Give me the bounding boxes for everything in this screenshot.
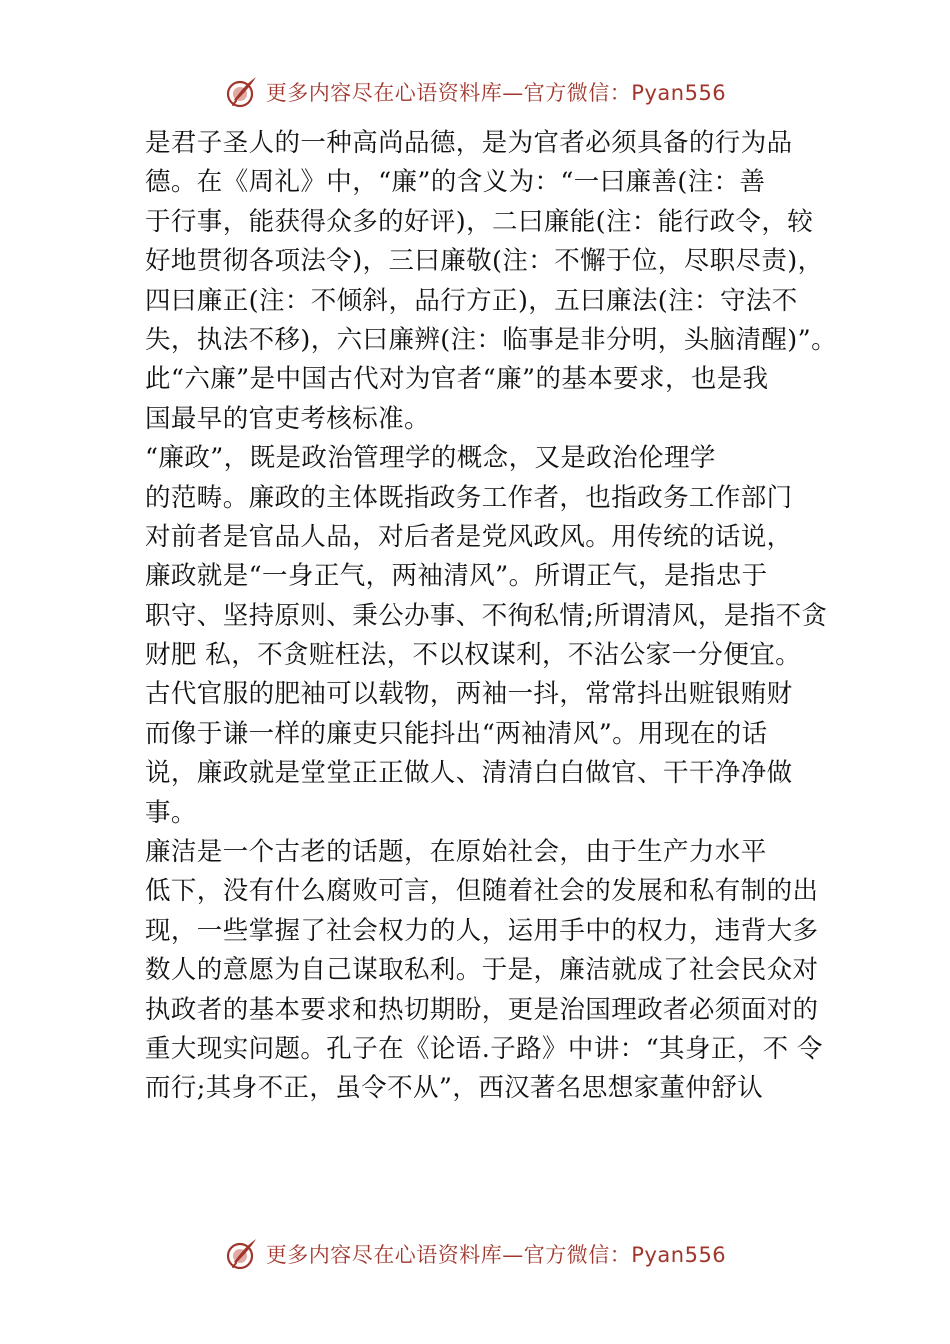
text-line: 现，一些掌握了社会权力的人，运用手中的权力，违背大多 [145,915,819,946]
text-line: 而行;其身不正，虽令不从”，西汉著名思想家董仲舒认 [145,1073,764,1104]
text-line: 事。 [145,797,197,828]
text-line: 的范畴。廉政的主体既指政务工作者，也指政务工作部门 [145,482,793,513]
quill-seal-logo-icon [224,74,260,110]
text-line: 重大现实问题。孔子在《论语.子路》中讲：“其身正，不 令 [145,1033,823,1064]
text-line: 古代官服的肥袖可以载物，两袖一抖，常常抖出赃银贿财 [145,679,793,710]
text-line: 财肥 私，不贪赃枉法，不以权谋利，不沾公家一分便宜。 [145,640,802,671]
footer-banner [0,1232,950,1276]
text-line: 执政者的基本要求和热切期盼，更是治国理政者必须面对的 [145,994,819,1025]
text-line: 廉政就是“一身正气，两袖清风”。所谓正气，是指忠于 [145,561,768,592]
text-line: 对前者是官品人品，对后者是党风政风。用传统的话说， [145,521,793,552]
header-banner-inner [224,74,726,110]
text-line: 国最早的官吏考核标准。 [145,403,430,434]
text-line: 廉洁是一个古老的话题，在原始社会，由于生产力水平 [145,837,767,868]
text-line: 职守、坚持原则、秉公办事、不徇私情;所谓清风，是指不贪 [145,600,828,631]
text-line: 好地贯彻各项法令)，三曰廉敬(注：不懈于位，尽职尽责)， [145,246,824,277]
text-line: 而像于谦一样的廉吏只能抖出“两袖清风”。用现在的话 [145,718,768,749]
footer-banner-inner [224,1236,726,1272]
text-line: 是君子圣人的一种高尚品德，是为官者必须具备的行为品 [145,128,793,158]
header-banner [0,70,950,114]
text-line: 数人的意愿为自己谋取私利。于是，廉洁就成了社会民众对 [145,955,819,986]
text-line: 失，执法不移)，六曰廉辨(注：临事是非分明，头脑清醒)”。 [145,324,837,355]
text-line: 低下，没有什么腐败可言，但随着社会的发展和私有制的出 [145,876,819,907]
document-body [145,124,837,1109]
text-line: 说，廉政就是堂堂正正做人、清清白白做官、干干净净做 [145,758,793,789]
header-banner-text: 更多内容尽在心语资料库—官方微信：Pyan556 [265,81,727,105]
text-line: 德。在《周礼》中，“廉”的含义为：“一曰廉善(注：善 [145,167,766,198]
text-line: “廉政”，既是政治管理学的概念，又是政治伦理学 [145,443,716,474]
quill-seal-logo-icon [224,1236,260,1272]
text-line: 于行事，能获得众多的好评)，二曰廉能(注：能行政令，较 [145,206,814,237]
footer-banner-text: 更多内容尽在心语资料库—官方微信：Pyan556 [265,1243,727,1267]
text-line: 此“六廉”是中国古代对为官者“廉”的基本要求，也是我 [145,364,769,395]
text-line: 四曰廉正(注：不倾斜，品行方正)，五曰廉法(注：守法不 [145,285,798,316]
